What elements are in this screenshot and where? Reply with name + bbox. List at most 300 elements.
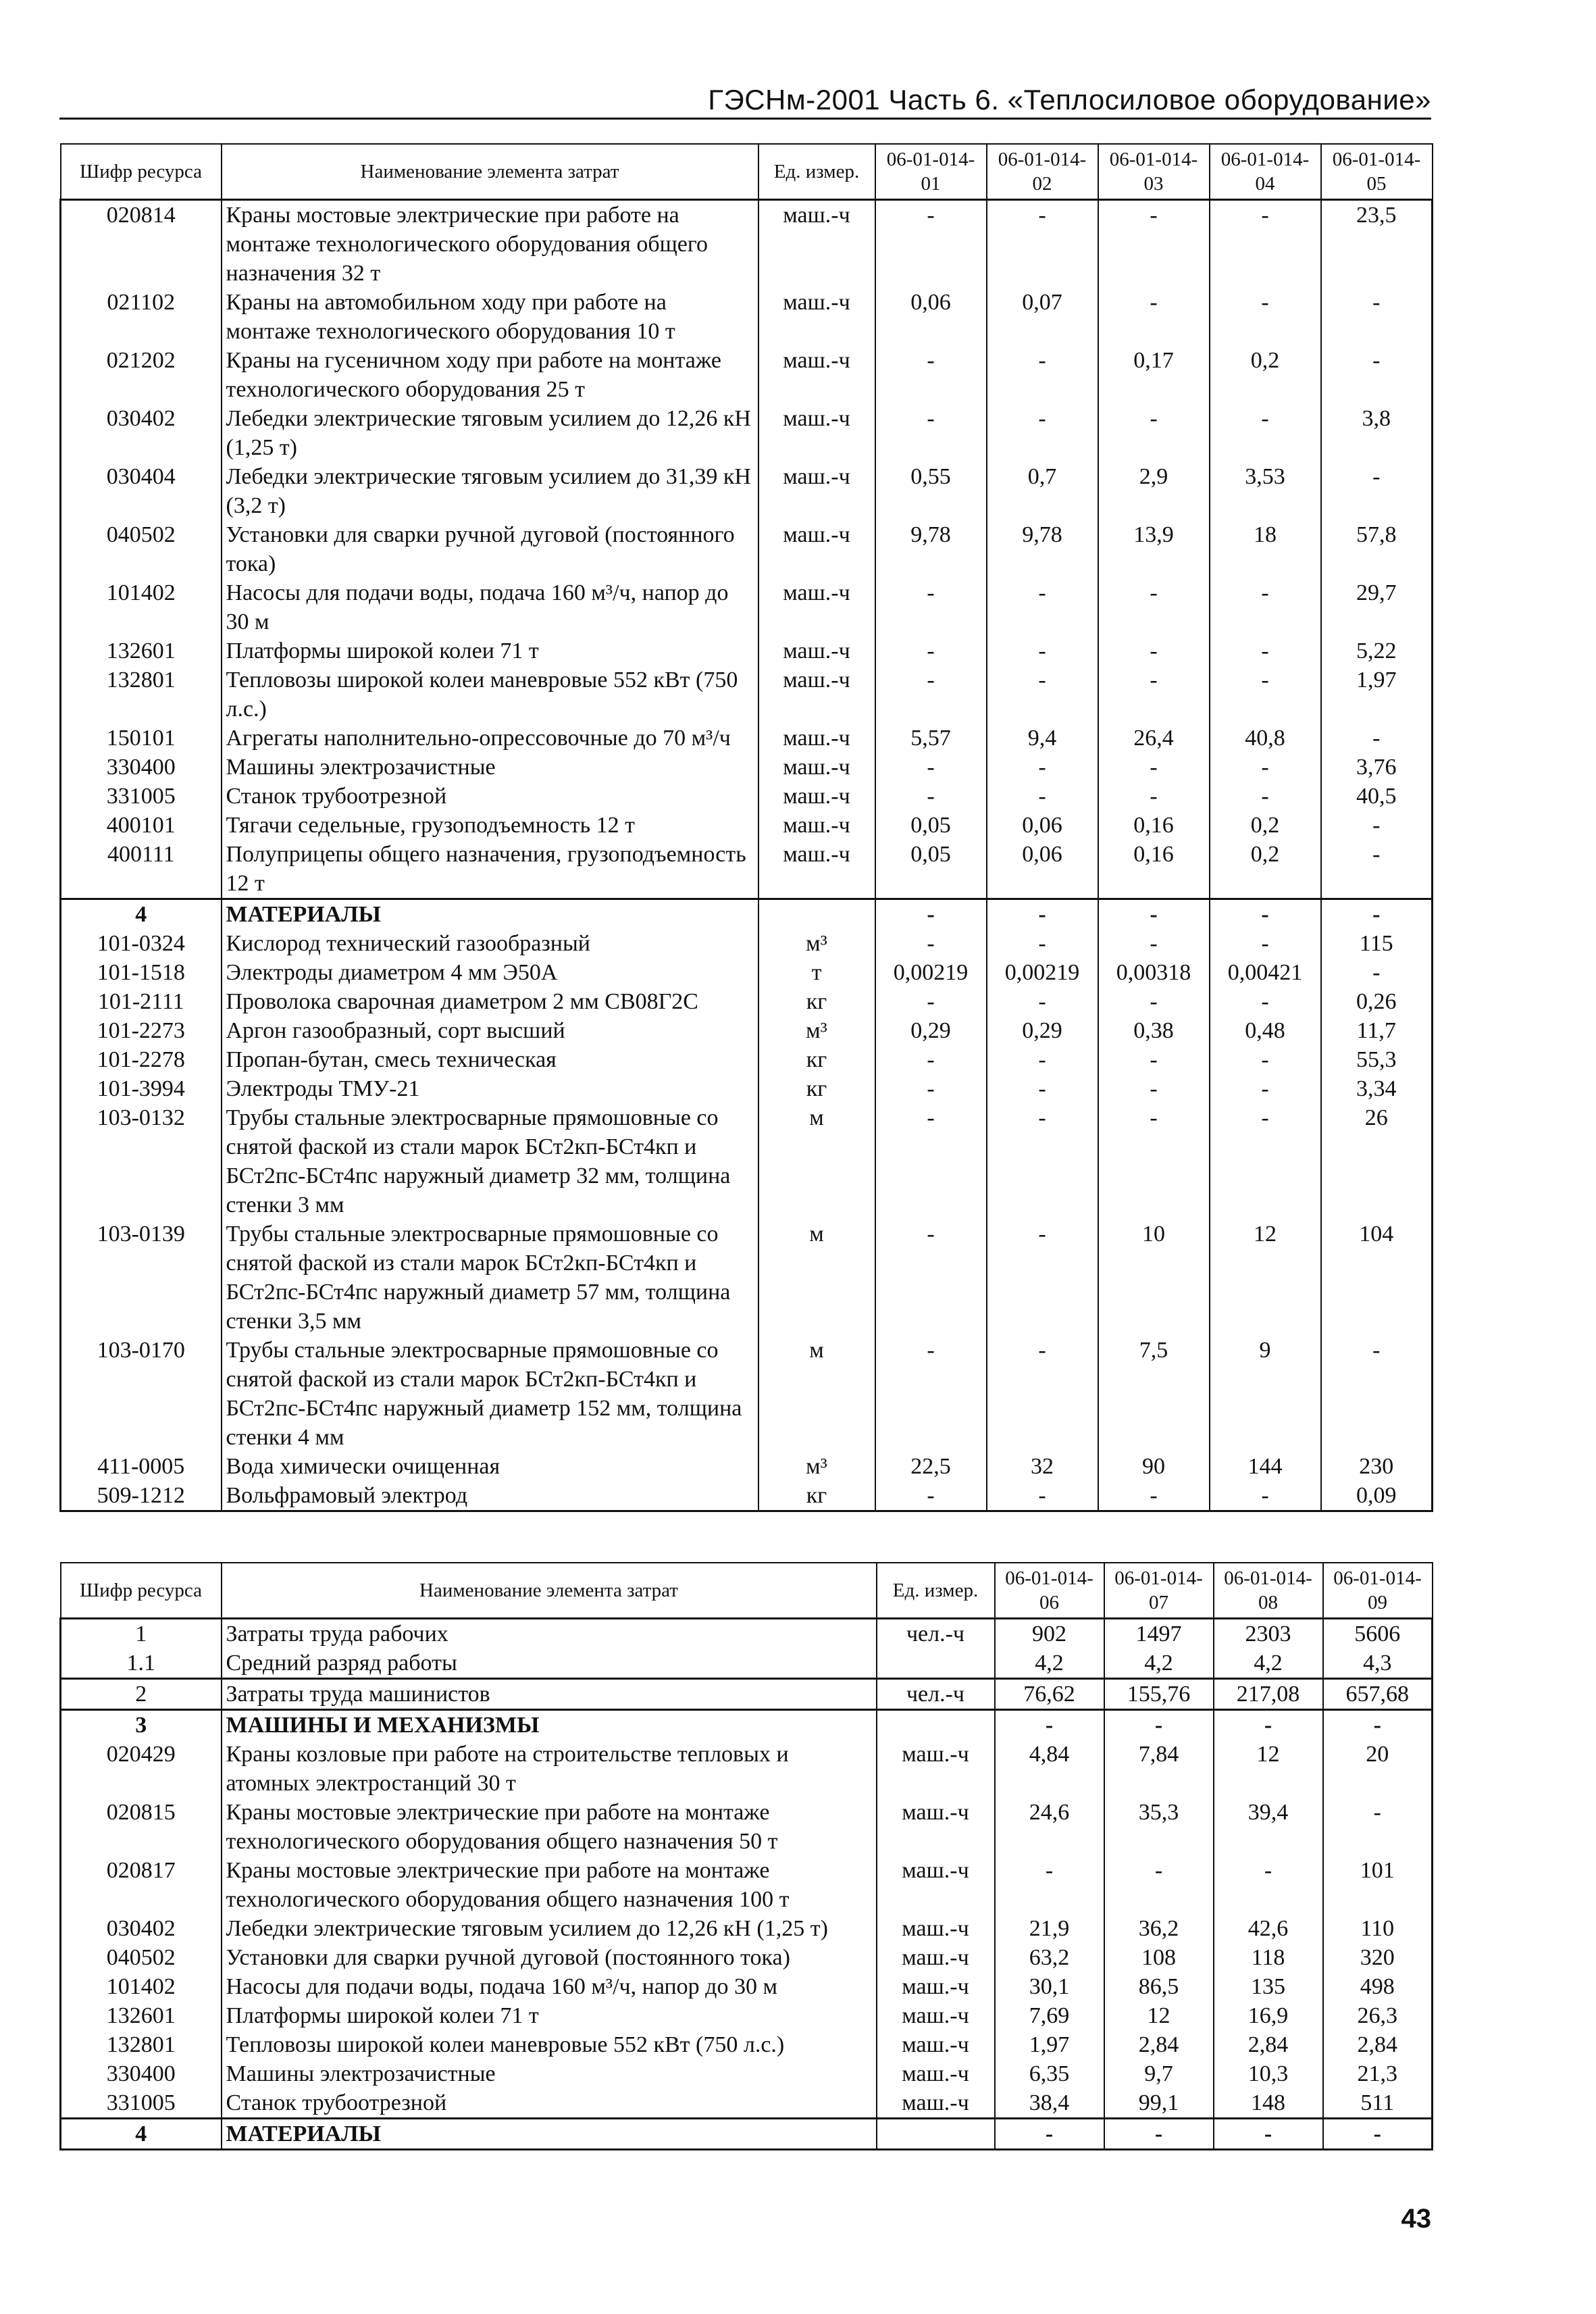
norm-value: -: [1098, 753, 1210, 782]
unit-of-measure: м: [758, 1103, 875, 1219]
resource-code: 040502: [61, 1943, 222, 1972]
norm-value: 2,9: [1098, 462, 1210, 520]
resource-code: 1.1: [61, 1649, 222, 1679]
norm-value: -: [1098, 1103, 1210, 1219]
table-row: [61, 899, 1433, 930]
resource-code: 509-1212: [61, 1481, 222, 1511]
norm-value: 0,00219: [875, 958, 987, 987]
norm-value: 4,2: [1104, 1649, 1214, 1679]
resource-code: 101402: [61, 578, 222, 636]
cost-element-name: Трубы стальные электросварные прямошовные со снятой фаской из стали марок БСт2кп-БСт4кп и БСт2пс-БСт4пс наружный диаметр 32 мм, толщина стенки 3 мм: [222, 1103, 758, 1219]
norm-value: -: [987, 578, 1098, 636]
unit-of-measure: м³: [758, 1016, 875, 1045]
norm-value: -: [1098, 1045, 1210, 1074]
norm-value: 3,8: [1321, 404, 1433, 462]
unit-of-measure: [877, 2119, 995, 2150]
cost-element-name: Краны мостовые электрические при работе на монтаже технологического оборудования общего назначения 100 т: [222, 1856, 877, 1914]
norm-value: 5,22: [1321, 636, 1433, 665]
norm-value: -: [1210, 636, 1321, 665]
norm-value: -: [987, 987, 1098, 1016]
norm-value: 22,5: [875, 1452, 987, 1481]
table-row: [61, 1798, 1433, 1856]
norm-value: 12: [1210, 1219, 1321, 1336]
norm-value: -: [1098, 1481, 1210, 1511]
unit-of-measure: маш.-ч: [758, 724, 875, 753]
cost-element-name: Краны на автомобильном ходу при работе на монтаже технологического оборудования 10 т: [222, 288, 758, 346]
norm-value: 23,5: [1321, 200, 1433, 288]
norm-value: 9,4: [987, 724, 1098, 753]
norm-value: 35,3: [1104, 1798, 1214, 1856]
norm-value: 10,3: [1214, 2059, 1323, 2088]
norm-value: 155,76: [1104, 1679, 1214, 1710]
norm-value: 2303: [1214, 1619, 1323, 1649]
resource-code: 330400: [61, 753, 222, 782]
norm-value: -: [875, 1219, 987, 1336]
norm-value: -: [875, 1045, 987, 1074]
norm-value: 0,17: [1098, 346, 1210, 404]
norm-value: -: [1321, 288, 1433, 346]
unit-of-measure: маш.-ч: [758, 520, 875, 578]
cost-element-name: МАТЕРИАЛЫ: [222, 2119, 877, 2150]
norm-value: -: [995, 1856, 1104, 1914]
unit-of-measure: маш.-ч: [758, 753, 875, 782]
resource-code: 020814: [61, 200, 222, 288]
norm-value: 1,97: [1321, 665, 1433, 724]
norm-value: -: [987, 1219, 1098, 1336]
table-row: [61, 2030, 1433, 2059]
resource-code: 132601: [61, 636, 222, 665]
resource-code: 021102: [61, 288, 222, 346]
cost-element-name: Установки для сварки ручной дуговой (постоянного тока): [222, 520, 758, 578]
cost-element-name: Краны мостовые электрические при работе на монтаже технологического оборудования общего назначения 32 т: [222, 200, 758, 288]
norm-value: 36,2: [1104, 1914, 1214, 1943]
cost-element-name: МАТЕРИАЛЫ: [222, 899, 758, 930]
norm-value: -: [1210, 288, 1321, 346]
norm-value: 902: [995, 1619, 1104, 1649]
norm-value: -: [1210, 929, 1321, 958]
resource-code: 103-0132: [61, 1103, 222, 1219]
table-row: [61, 811, 1433, 840]
table-row: [61, 462, 1433, 520]
norm-value: 0,2: [1210, 346, 1321, 404]
unit-of-measure: маш.-ч: [877, 1740, 995, 1798]
norm-value: 511: [1323, 2088, 1433, 2119]
norm-value: 57,8: [1321, 520, 1433, 578]
table-row: [61, 929, 1433, 958]
norm-value: 3,76: [1321, 753, 1433, 782]
norm-value: -: [1098, 578, 1210, 636]
resource-code: 400101: [61, 811, 222, 840]
cost-element-name: Станок трубоотрезной: [222, 2088, 877, 2119]
table-row: [61, 1943, 1433, 1972]
norm-value: -: [1323, 2119, 1433, 2150]
norm-value: -: [1214, 2119, 1323, 2150]
norm-value: -: [987, 1103, 1098, 1219]
cost-element-name: Станок трубоотрезной: [222, 782, 758, 811]
norm-value: -: [1321, 811, 1433, 840]
cost-element-name: Агрегаты наполнительно-опрессовочные до 70 м³/ч: [222, 724, 758, 753]
table-row: [61, 2119, 1433, 2150]
cost-element-name: Платформы широкой колеи 71 т: [222, 636, 758, 665]
norm-value: 9,78: [987, 520, 1098, 578]
resource-code: 101-3994: [61, 1074, 222, 1103]
norm-value: -: [1210, 200, 1321, 288]
unit-of-measure: маш.-ч: [877, 1972, 995, 2001]
cost-element-name: Тепловозы широкой колеи маневровые 552 кВт (750 л.с.): [222, 665, 758, 724]
norm-value: 16,9: [1214, 2001, 1323, 2030]
norm-value: -: [1321, 346, 1433, 404]
norm-value: -: [1210, 665, 1321, 724]
norm-value: 2,84: [1323, 2030, 1433, 2059]
cost-element-name: Лебедки электрические тяговым усилием до 12,26 кН (1,25 т): [222, 404, 758, 462]
resource-code: 2: [61, 1679, 222, 1710]
table-1-body: [61, 200, 1433, 1511]
cost-element-name: Машины электрозачистные: [222, 753, 758, 782]
column-header: Наименование элемента затрат: [222, 144, 758, 200]
column-header: 06-01-014-01: [875, 144, 987, 200]
column-header: Шифр ресурса: [61, 1563, 222, 1619]
norm-value: -: [987, 782, 1098, 811]
norm-value: -: [1098, 404, 1210, 462]
cost-element-name: Тягачи седельные, грузоподъемность 12 т: [222, 811, 758, 840]
unit-of-measure: маш.-ч: [758, 200, 875, 288]
cost-element-name: Полуприцепы общего назначения, грузоподъемность 12 т: [222, 840, 758, 899]
table-row: [61, 1679, 1433, 1710]
cost-element-name: Электроды ТМУ-21: [222, 1074, 758, 1103]
norm-value: 4,2: [995, 1649, 1104, 1679]
unit-of-measure: маш.-ч: [758, 462, 875, 520]
column-header: 06-01-014-09: [1323, 1563, 1433, 1619]
unit-of-measure: чел.-ч: [877, 1679, 995, 1710]
norm-value: 0,06: [987, 840, 1098, 899]
cost-element-name: Платформы широкой колеи 71 т: [222, 2001, 877, 2030]
cost-element-name: Затраты труда рабочих: [222, 1619, 877, 1649]
norm-value: 13,9: [1098, 520, 1210, 578]
unit-of-measure: м³: [758, 1452, 875, 1481]
norm-value: -: [987, 636, 1098, 665]
table-1-header-row: [61, 144, 1433, 200]
resource-code: 331005: [61, 2088, 222, 2119]
resource-code: 101-0324: [61, 929, 222, 958]
norm-value: 5,57: [875, 724, 987, 753]
norm-value: 108: [1104, 1943, 1214, 1972]
cost-element-name: Электроды диаметром 4 мм Э50А: [222, 958, 758, 987]
header-divider: [59, 118, 1431, 120]
table-row: [61, 288, 1433, 346]
cost-element-name: Насосы для подачи воды, подача 160 м³/ч, напор до 30 м: [222, 1972, 877, 2001]
norm-value: 104: [1321, 1219, 1433, 1336]
norm-value: 0,00318: [1098, 958, 1210, 987]
norm-value: -: [875, 578, 987, 636]
norm-value: -: [875, 1336, 987, 1452]
norm-value: -: [1098, 929, 1210, 958]
table-2-header-row: [61, 1563, 1433, 1619]
table-row: [61, 1481, 1433, 1511]
norm-value: -: [1210, 578, 1321, 636]
norm-value: -: [1210, 404, 1321, 462]
resource-code: 040502: [61, 520, 222, 578]
resource-code: 400111: [61, 840, 222, 899]
cost-element-name: Пропан-бутан, смесь техническая: [222, 1045, 758, 1074]
norm-value: 40,5: [1321, 782, 1433, 811]
norm-value: -: [1210, 753, 1321, 782]
table-row: [61, 1649, 1433, 1679]
norm-value: -: [987, 929, 1098, 958]
norm-value: 0,16: [1098, 811, 1210, 840]
column-header: 06-01-014-07: [1104, 1563, 1214, 1619]
table-row: [61, 1016, 1433, 1045]
unit-of-measure: маш.-ч: [877, 1943, 995, 1972]
table-row: [61, 200, 1433, 288]
norm-value: -: [875, 929, 987, 958]
resource-code: 3: [61, 1710, 222, 1740]
norm-value: 0,09: [1321, 1481, 1433, 1511]
unit-of-measure: маш.-ч: [758, 346, 875, 404]
column-header: Шифр ресурса: [61, 144, 222, 200]
norm-value: 0,05: [875, 811, 987, 840]
norm-value: 39,4: [1214, 1798, 1323, 1856]
unit-of-measure: маш.-ч: [758, 782, 875, 811]
norm-value: -: [987, 1074, 1098, 1103]
norm-value: 20: [1323, 1740, 1433, 1798]
norm-value: -: [875, 200, 987, 288]
unit-of-measure: маш.-ч: [758, 578, 875, 636]
norm-value: -: [1098, 200, 1210, 288]
column-header: Ед. измер.: [758, 144, 875, 200]
resource-code: 4: [61, 2119, 222, 2150]
norm-value: 7,5: [1098, 1336, 1210, 1452]
norm-value: -: [1104, 2119, 1214, 2150]
table-row: [61, 404, 1433, 462]
resource-code: 101-2278: [61, 1045, 222, 1074]
resource-code: 020817: [61, 1856, 222, 1914]
norm-value: -: [987, 1045, 1098, 1074]
resource-code: 132801: [61, 2030, 222, 2059]
cost-element-name: Трубы стальные электросварные прямошовные со снятой фаской из стали марок БСт2кп-БСт4кп и БСт2пс-БСт4пс наружный диаметр 152 мм, толщина стенки 4 мм: [222, 1336, 758, 1452]
norm-value: -: [875, 665, 987, 724]
norm-value: 0,2: [1210, 811, 1321, 840]
norm-value: -: [995, 2119, 1104, 2150]
norm-value: -: [875, 1481, 987, 1511]
norm-value: 26,3: [1323, 2001, 1433, 2030]
table-row: [61, 2059, 1433, 2088]
cost-element-name: Кислород технический газообразный: [222, 929, 758, 958]
resource-code: 132801: [61, 665, 222, 724]
norm-value: -: [987, 1481, 1098, 1511]
norm-value: 2,84: [1104, 2030, 1214, 2059]
cost-element-name: Вода химически очищенная: [222, 1452, 758, 1481]
norm-value: 217,08: [1214, 1679, 1323, 1710]
resource-code: 1: [61, 1619, 222, 1649]
norm-value: 0,48: [1210, 1016, 1321, 1045]
resource-table-1: [59, 143, 1433, 1512]
unit-of-measure: кг: [758, 1481, 875, 1511]
unit-of-measure: м: [758, 1219, 875, 1336]
norm-value: 5606: [1323, 1619, 1433, 1649]
cost-element-name: Краны мостовые электрические при работе на монтаже технологического оборудования общего назначения 50 т: [222, 1798, 877, 1856]
unit-of-measure: маш.-ч: [877, 2001, 995, 2030]
norm-value: -: [875, 404, 987, 462]
table-row: [61, 782, 1433, 811]
resource-code: 030404: [61, 462, 222, 520]
norm-value: 9,78: [875, 520, 987, 578]
norm-value: -: [1321, 462, 1433, 520]
column-header: Наименование элемента затрат: [222, 1563, 877, 1619]
column-header: 06-01-014-02: [987, 144, 1098, 200]
cost-element-name: Проволока сварочная диаметром 2 мм СВ08Г2С: [222, 987, 758, 1016]
table-row: [61, 1045, 1433, 1074]
unit-of-measure: кг: [758, 1074, 875, 1103]
column-header: 06-01-014-04: [1210, 144, 1321, 200]
norm-value: 63,2: [995, 1943, 1104, 1972]
unit-of-measure: [877, 1710, 995, 1740]
page-header-title: ГЭСНм-2001 Часть 6. «Теплосиловое оборудование»: [708, 84, 1431, 116]
cost-element-name: Затраты труда машинистов: [222, 1679, 877, 1710]
norm-value: -: [1210, 1045, 1321, 1074]
norm-value: 148: [1214, 2088, 1323, 2119]
resource-code: 030402: [61, 1914, 222, 1943]
norm-value: -: [1214, 1710, 1323, 1740]
norm-value: -: [1214, 1856, 1323, 1914]
cost-element-name: Трубы стальные электросварные прямошовные со снятой фаской из стали марок БСт2кп-БСт4кп и БСт2пс-БСт4пс наружный диаметр 57 мм, толщина стенки 3,5 мм: [222, 1219, 758, 1336]
cost-element-name: Аргон газообразный, сорт высший: [222, 1016, 758, 1045]
cost-element-name: Машины электрозачистные: [222, 2059, 877, 2088]
table-row: [61, 1914, 1433, 1943]
resource-code: 020815: [61, 1798, 222, 1856]
resource-code: 330400: [61, 2059, 222, 2088]
norm-value: -: [987, 665, 1098, 724]
unit-of-measure: маш.-ч: [758, 665, 875, 724]
table-row: [61, 2001, 1433, 2030]
table-row: [61, 636, 1433, 665]
norm-value: 24,6: [995, 1798, 1104, 1856]
resource-code: 101-2273: [61, 1016, 222, 1045]
norm-value: 4,2: [1214, 1649, 1323, 1679]
norm-value: 657,68: [1323, 1679, 1433, 1710]
norm-value: 0,55: [875, 462, 987, 520]
norm-value: -: [1321, 958, 1433, 987]
table-row: [61, 665, 1433, 724]
norm-value: 9: [1210, 1336, 1321, 1452]
table-row: [61, 2088, 1433, 2119]
norm-value: 3,34: [1321, 1074, 1433, 1103]
table-row: [61, 724, 1433, 753]
norm-value: -: [1210, 782, 1321, 811]
unit-of-measure: маш.-ч: [758, 811, 875, 840]
resource-code: 411-0005: [61, 1452, 222, 1481]
resource-code: 101402: [61, 1972, 222, 2001]
unit-of-measure: маш.-ч: [758, 288, 875, 346]
page-number: 43: [1401, 2204, 1431, 2234]
resource-code: 331005: [61, 782, 222, 811]
cost-element-name: Насосы для подачи воды, подача 160 м³/ч, напор до 30 м: [222, 578, 758, 636]
norm-value: 0,00219: [987, 958, 1098, 987]
unit-of-measure: кг: [758, 987, 875, 1016]
norm-value: -: [875, 753, 987, 782]
norm-value: 110: [1323, 1914, 1433, 1943]
norm-value: 30,1: [995, 1972, 1104, 2001]
unit-of-measure: маш.-ч: [758, 636, 875, 665]
table-row: [61, 753, 1433, 782]
resource-code: 4: [61, 899, 222, 930]
norm-value: 101: [1323, 1856, 1433, 1914]
table-row: [61, 578, 1433, 636]
unit-of-measure: [758, 899, 875, 930]
norm-value: 76,62: [995, 1679, 1104, 1710]
norm-value: 11,7: [1321, 1016, 1433, 1045]
norm-value: 21,3: [1323, 2059, 1433, 2088]
norm-value: -: [1321, 899, 1433, 930]
norm-value: -: [987, 899, 1098, 930]
norm-value: 6,35: [995, 2059, 1104, 2088]
norm-value: 1497: [1104, 1619, 1214, 1649]
unit-of-measure: маш.-ч: [877, 2088, 995, 2119]
norm-value: 18: [1210, 520, 1321, 578]
norm-value: 0,38: [1098, 1016, 1210, 1045]
table-row: [61, 1103, 1433, 1219]
norm-value: -: [1098, 987, 1210, 1016]
norm-value: -: [1323, 1710, 1433, 1740]
norm-value: -: [875, 1103, 987, 1219]
unit-of-measure: м³: [758, 929, 875, 958]
norm-value: 118: [1214, 1943, 1323, 1972]
norm-value: 42,6: [1214, 1914, 1323, 1943]
table-row: [61, 1074, 1433, 1103]
table-row: [61, 1710, 1433, 1740]
norm-value: -: [1104, 1710, 1214, 1740]
resource-code: 132601: [61, 2001, 222, 2030]
unit-of-measure: маш.-ч: [877, 1856, 995, 1914]
norm-value: -: [875, 987, 987, 1016]
cost-element-name: Лебедки электрические тяговым усилием до 12,26 кН (1,25 т): [222, 1914, 877, 1943]
norm-value: -: [1321, 840, 1433, 899]
norm-value: 86,5: [1104, 1972, 1214, 2001]
norm-value: -: [1321, 724, 1433, 753]
unit-of-measure: [877, 1649, 995, 1679]
table-row: [61, 1336, 1433, 1452]
table-row: [61, 958, 1433, 987]
resource-code: 101-2111: [61, 987, 222, 1016]
norm-value: -: [875, 899, 987, 930]
resource-code: 150101: [61, 724, 222, 753]
unit-of-measure: маш.-ч: [877, 1914, 995, 1943]
cost-element-name: Установки для сварки ручной дуговой (постоянного тока): [222, 1943, 877, 1972]
table-row: [61, 1972, 1433, 2001]
norm-value: 40,8: [1210, 724, 1321, 753]
norm-value: -: [987, 1336, 1098, 1452]
cost-element-name: Тепловозы широкой колеи маневровые 552 кВт (750 л.с.): [222, 2030, 877, 2059]
column-header: 06-01-014-05: [1321, 144, 1433, 200]
unit-of-measure: чел.-ч: [877, 1619, 995, 1649]
norm-value: -: [1098, 1074, 1210, 1103]
norm-value: -: [1098, 899, 1210, 930]
norm-value: -: [875, 636, 987, 665]
norm-value: 55,3: [1321, 1045, 1433, 1074]
norm-value: 7,84: [1104, 1740, 1214, 1798]
norm-value: -: [1104, 1856, 1214, 1914]
norm-value: 3,53: [1210, 462, 1321, 520]
cost-element-name: Лебедки электрические тяговым усилием до 31,39 кН (3,2 т): [222, 462, 758, 520]
norm-value: -: [1321, 1336, 1433, 1452]
norm-value: 0,16: [1098, 840, 1210, 899]
resource-code: 021202: [61, 346, 222, 404]
norm-value: 26: [1321, 1103, 1433, 1219]
unit-of-measure: маш.-ч: [758, 404, 875, 462]
unit-of-measure: кг: [758, 1045, 875, 1074]
norm-value: 4,84: [995, 1740, 1104, 1798]
table-row: [61, 1452, 1433, 1481]
norm-value: 12: [1214, 1740, 1323, 1798]
